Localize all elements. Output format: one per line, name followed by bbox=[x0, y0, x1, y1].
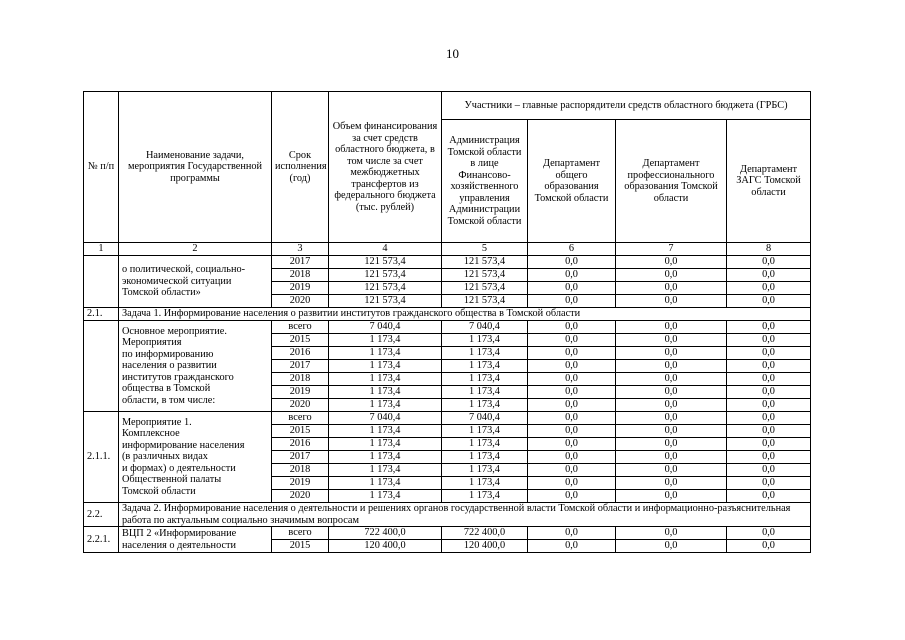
activity-name bbox=[119, 321, 272, 412]
activity-name-line: по информированию bbox=[122, 348, 214, 360]
header-row bbox=[84, 92, 811, 120]
column-numbers-row bbox=[84, 243, 811, 256]
dep-general-cell: 0,0 bbox=[528, 464, 616, 477]
activity-name-line: ВЦП 2 «Информирование bbox=[122, 528, 237, 539]
dep-prof-cell: 0,0 bbox=[616, 477, 727, 490]
dep-prof-cell: 0,0 bbox=[616, 373, 727, 386]
admin-cell: 1 173,4 bbox=[442, 490, 528, 503]
dep-zags-cell: 0,0 bbox=[727, 438, 811, 451]
column-number: 2 bbox=[119, 243, 272, 256]
row-number: 2.2.1. bbox=[84, 527, 119, 553]
year-cell: 2017 bbox=[272, 256, 329, 269]
year-cell: всего bbox=[272, 527, 329, 540]
column-number: 1 bbox=[84, 243, 119, 256]
dep-prof-cell: 0,0 bbox=[616, 386, 727, 399]
activity-name bbox=[119, 527, 272, 553]
dep-zags-cell: 0,0 bbox=[727, 412, 811, 425]
dep-zags-cell: 0,0 bbox=[727, 373, 811, 386]
dep-general-cell: 0,0 bbox=[528, 295, 616, 308]
dep-general-cell: 0,0 bbox=[528, 321, 616, 334]
volume-cell: 1 173,4 bbox=[329, 464, 442, 477]
dep-prof-cell: 0,0 bbox=[616, 438, 727, 451]
table-row bbox=[84, 256, 811, 269]
column-number: 7 bbox=[616, 243, 727, 256]
activity-name-line: общества в Томской bbox=[122, 383, 211, 395]
row-number bbox=[84, 321, 119, 412]
volume-cell: 121 573,4 bbox=[329, 295, 442, 308]
header-col-dep-prof: Департамент профессионального образования Томской области bbox=[616, 120, 727, 243]
row-number: 2.1.1. bbox=[84, 412, 119, 503]
admin-cell: 120 400,0 bbox=[442, 540, 528, 553]
dep-zags-cell: 0,0 bbox=[727, 477, 811, 490]
financing-table bbox=[83, 91, 811, 553]
dep-prof-cell: 0,0 bbox=[616, 490, 727, 503]
header-col-name: Наименование задачи, мероприятия Государственной программы bbox=[119, 92, 272, 243]
year-cell: 2020 bbox=[272, 490, 329, 503]
task-text: Задача 1. Информирование населения о развитии институтов гражданского общества в Томской области bbox=[119, 308, 811, 321]
dep-prof-cell: 0,0 bbox=[616, 334, 727, 347]
dep-zags-cell: 0,0 bbox=[727, 464, 811, 477]
year-cell: 2016 bbox=[272, 438, 329, 451]
dep-prof-cell: 0,0 bbox=[616, 269, 727, 282]
volume-cell: 1 173,4 bbox=[329, 334, 442, 347]
admin-cell: 1 173,4 bbox=[442, 386, 528, 399]
admin-cell: 1 173,4 bbox=[442, 438, 528, 451]
admin-cell: 121 573,4 bbox=[442, 256, 528, 269]
column-number: 5 bbox=[442, 243, 528, 256]
dep-prof-cell: 0,0 bbox=[616, 295, 727, 308]
volume-cell: 1 173,4 bbox=[329, 438, 442, 451]
activity-name-line: экономической ситуации bbox=[122, 275, 232, 287]
header-col-admin: Администрация Томской области в лице Финансово-хозяйственного управления Администрации Томской области bbox=[442, 120, 528, 243]
dep-zags-cell: 0,0 bbox=[727, 540, 811, 553]
admin-cell: 121 573,4 bbox=[442, 269, 528, 282]
dep-general-cell: 0,0 bbox=[528, 256, 616, 269]
task-number: 2.1. bbox=[84, 308, 119, 321]
table-row bbox=[84, 412, 811, 425]
activity-name-line: Томской области» bbox=[122, 287, 201, 299]
admin-cell: 121 573,4 bbox=[442, 282, 528, 295]
dep-prof-cell: 0,0 bbox=[616, 540, 727, 553]
year-cell: 2020 bbox=[272, 399, 329, 412]
dep-general-cell: 0,0 bbox=[528, 540, 616, 553]
row-number bbox=[84, 256, 119, 308]
volume-cell: 1 173,4 bbox=[329, 373, 442, 386]
page-number: 10 bbox=[446, 46, 459, 61]
dep-prof-cell: 0,0 bbox=[616, 347, 727, 360]
header-col-dep-zags: Департамент ЗАГС Томской области bbox=[727, 120, 811, 243]
dep-prof-cell: 0,0 bbox=[616, 399, 727, 412]
table-row bbox=[84, 321, 811, 334]
admin-cell: 1 173,4 bbox=[442, 373, 528, 386]
dep-general-cell: 0,0 bbox=[528, 373, 616, 386]
task-row bbox=[84, 308, 811, 321]
dep-general-cell: 0,0 bbox=[528, 386, 616, 399]
dep-general-cell: 0,0 bbox=[528, 399, 616, 412]
year-cell: 2020 bbox=[272, 295, 329, 308]
volume-cell: 1 173,4 bbox=[329, 451, 442, 464]
admin-cell: 1 173,4 bbox=[442, 399, 528, 412]
header-col-term: Срок исполнения (год) bbox=[272, 92, 329, 243]
activity-name-line: области, в том числе: bbox=[122, 394, 216, 406]
year-cell: 2017 bbox=[272, 451, 329, 464]
dep-general-cell: 0,0 bbox=[528, 347, 616, 360]
activity-name-line: Мероприятие 1. bbox=[122, 416, 192, 428]
volume-cell: 121 573,4 bbox=[329, 282, 442, 295]
admin-cell: 1 173,4 bbox=[442, 451, 528, 464]
volume-cell: 722 400,0 bbox=[329, 527, 442, 540]
dep-general-cell: 0,0 bbox=[528, 425, 616, 438]
admin-cell: 7 040,4 bbox=[442, 321, 528, 334]
dep-general-cell: 0,0 bbox=[528, 269, 616, 282]
header-col-dep-general: Департамент общего образования Томской области bbox=[528, 120, 616, 243]
dep-prof-cell: 0,0 bbox=[616, 412, 727, 425]
dep-general-cell: 0,0 bbox=[528, 527, 616, 540]
dep-general-cell: 0,0 bbox=[528, 490, 616, 503]
activity-name-line: информирование населения bbox=[122, 439, 245, 451]
admin-cell: 121 573,4 bbox=[442, 295, 528, 308]
dep-general-cell: 0,0 bbox=[528, 282, 616, 295]
volume-cell: 1 173,4 bbox=[329, 386, 442, 399]
task-number: 2.2. bbox=[84, 503, 119, 527]
volume-cell: 121 573,4 bbox=[329, 269, 442, 282]
dep-general-cell: 0,0 bbox=[528, 438, 616, 451]
admin-cell: 1 173,4 bbox=[442, 347, 528, 360]
dep-prof-cell: 0,0 bbox=[616, 360, 727, 373]
header-col-participants: Участники – главные распорядители средств областного бюджета (ГРБС) bbox=[442, 92, 811, 120]
year-cell: 2019 bbox=[272, 477, 329, 490]
column-number: 6 bbox=[528, 243, 616, 256]
header-col-volume: Объем финансирования за счет средств областного бюджета, в том числе за счет межбюджетных трансфертов из федерального бюджета (тыс. рублей) bbox=[329, 92, 442, 243]
admin-cell: 722 400,0 bbox=[442, 527, 528, 540]
volume-cell: 1 173,4 bbox=[329, 477, 442, 490]
activity-name bbox=[119, 412, 272, 503]
dep-zags-cell: 0,0 bbox=[727, 360, 811, 373]
activity-name-line: населения о развитии bbox=[122, 360, 217, 372]
year-cell: 2016 bbox=[272, 347, 329, 360]
dep-prof-cell: 0,0 bbox=[616, 282, 727, 295]
activity-name-line: институтов гражданского bbox=[122, 371, 234, 383]
dep-prof-cell: 0,0 bbox=[616, 527, 727, 540]
year-cell: 2015 bbox=[272, 540, 329, 553]
year-cell: всего bbox=[272, 412, 329, 425]
activity-name-line: о политической, социально- bbox=[122, 264, 246, 276]
volume-cell: 7 040,4 bbox=[329, 412, 442, 425]
column-number: 8 bbox=[727, 243, 811, 256]
dep-prof-cell: 0,0 bbox=[616, 464, 727, 477]
dep-prof-cell: 0,0 bbox=[616, 451, 727, 464]
admin-cell: 1 173,4 bbox=[442, 477, 528, 490]
dep-zags-cell: 0,0 bbox=[727, 399, 811, 412]
dep-general-cell: 0,0 bbox=[528, 412, 616, 425]
dep-general-cell: 0,0 bbox=[528, 334, 616, 347]
admin-cell: 7 040,4 bbox=[442, 412, 528, 425]
dep-zags-cell: 0,0 bbox=[727, 321, 811, 334]
year-cell: 2017 bbox=[272, 360, 329, 373]
column-number: 4 bbox=[329, 243, 442, 256]
table-row bbox=[84, 527, 811, 540]
activity-name bbox=[119, 256, 272, 308]
dep-zags-cell: 0,0 bbox=[727, 256, 811, 269]
year-cell: всего bbox=[272, 321, 329, 334]
dep-prof-cell: 0,0 bbox=[616, 425, 727, 438]
dep-zags-cell: 0,0 bbox=[727, 527, 811, 540]
table-body bbox=[84, 92, 811, 553]
dep-zags-cell: 0,0 bbox=[727, 386, 811, 399]
volume-cell: 120 400,0 bbox=[329, 540, 442, 553]
dep-zags-cell: 0,0 bbox=[727, 282, 811, 295]
dep-general-cell: 0,0 bbox=[528, 451, 616, 464]
dep-zags-cell: 0,0 bbox=[727, 490, 811, 503]
dep-zags-cell: 0,0 bbox=[727, 425, 811, 438]
dep-general-cell: 0,0 bbox=[528, 360, 616, 373]
dep-zags-cell: 0,0 bbox=[727, 451, 811, 464]
activity-name-line: Общественной палаты bbox=[122, 474, 222, 486]
task-row bbox=[84, 503, 811, 527]
dep-zags-cell: 0,0 bbox=[727, 334, 811, 347]
column-number: 3 bbox=[272, 243, 329, 256]
activity-name-line: Мероприятия bbox=[122, 337, 182, 349]
volume-cell: 7 040,4 bbox=[329, 321, 442, 334]
volume-cell: 1 173,4 bbox=[329, 425, 442, 438]
volume-cell: 121 573,4 bbox=[329, 256, 442, 269]
dep-zags-cell: 0,0 bbox=[727, 347, 811, 360]
year-cell: 2015 bbox=[272, 425, 329, 438]
activity-name-line: населения о деятельности bbox=[122, 539, 237, 551]
volume-cell: 1 173,4 bbox=[329, 399, 442, 412]
year-cell: 2019 bbox=[272, 386, 329, 399]
activity-name-line: Основное мероприятие. bbox=[122, 325, 227, 337]
admin-cell: 1 173,4 bbox=[442, 464, 528, 477]
dep-prof-cell: 0,0 bbox=[616, 321, 727, 334]
volume-cell: 1 173,4 bbox=[329, 490, 442, 503]
volume-cell: 1 173,4 bbox=[329, 347, 442, 360]
admin-cell: 1 173,4 bbox=[442, 425, 528, 438]
year-cell: 2018 bbox=[272, 373, 329, 386]
dep-zags-cell: 0,0 bbox=[727, 269, 811, 282]
year-cell: 2019 bbox=[272, 282, 329, 295]
activity-name-line: Комплексное bbox=[122, 428, 180, 440]
year-cell: 2018 bbox=[272, 464, 329, 477]
task-text: Задача 2. Информирование населения о деятельности и решениях органов государственной власти Томской области и информационно-разъяснительная работа по актуальным социально значимым вопросам bbox=[119, 503, 811, 527]
dep-prof-cell: 0,0 bbox=[616, 256, 727, 269]
dep-general-cell: 0,0 bbox=[528, 477, 616, 490]
activity-name-line: и формах) о деятельности bbox=[122, 462, 236, 474]
activity-name-line: (в различных видах bbox=[122, 451, 208, 463]
admin-cell: 1 173,4 bbox=[442, 360, 528, 373]
admin-cell: 1 173,4 bbox=[442, 334, 528, 347]
header-col-no: № п/п bbox=[84, 92, 119, 243]
year-cell: 2015 bbox=[272, 334, 329, 347]
dep-zags-cell: 0,0 bbox=[727, 295, 811, 308]
activity-name-line: Томской области bbox=[122, 485, 196, 497]
year-cell: 2018 bbox=[272, 269, 329, 282]
volume-cell: 1 173,4 bbox=[329, 360, 442, 373]
